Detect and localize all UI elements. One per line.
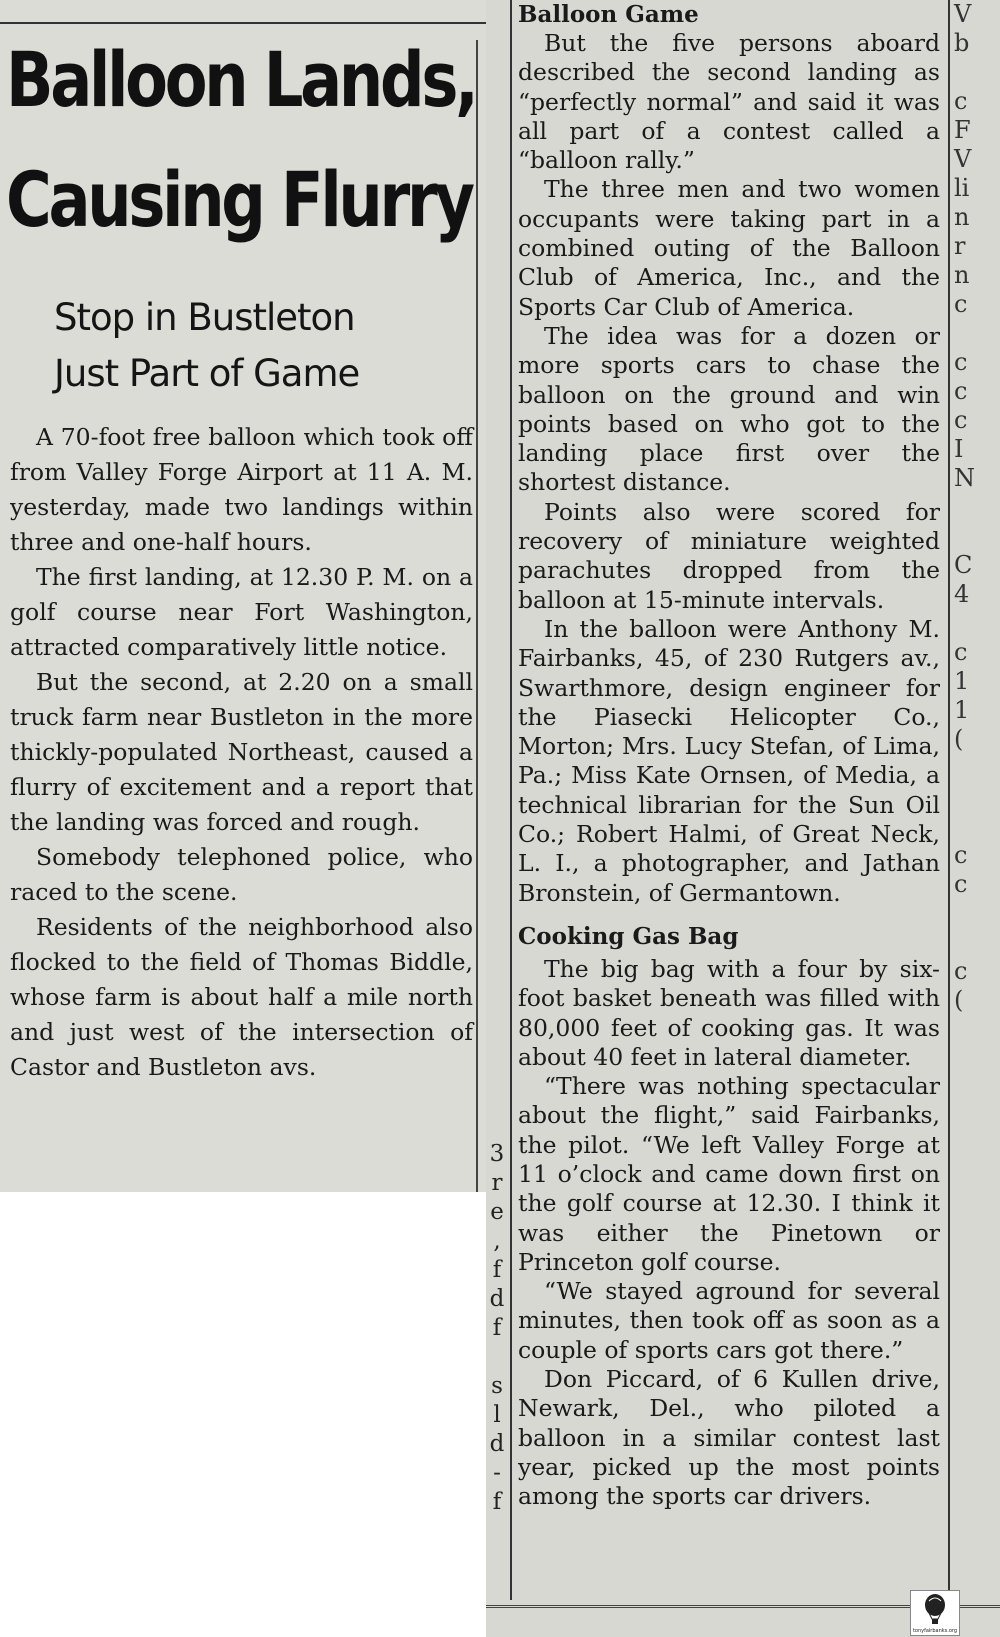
left-clipping: [0, 0, 486, 1192]
fragment-char: c: [954, 870, 968, 898]
fragment-char: d: [489, 1431, 505, 1457]
fragment-char: [954, 493, 1000, 522]
column-rule: [476, 40, 478, 1192]
section-heading-balloon-game: Balloon Game: [518, 1, 699, 28]
paragraph: The idea was for a dozen or more sports cars to chase the balloon on the ground and win points based on who got to the landing place first over the shortest distance.: [518, 321, 940, 497]
fragment-char: s: [491, 1373, 503, 1399]
paragraph: Somebody telephoned police, who raced to the scene.: [10, 843, 473, 906]
fragment-char: c: [954, 406, 968, 434]
paragraph: Residents of the neighborhood also flocked to the field of Thomas Biddle, whose farm is about half a mile north and just west of the intersection of Castor and Bustleton avs.: [10, 913, 473, 1081]
fragment-char: N: [954, 464, 975, 492]
fragment-char: c: [954, 290, 968, 318]
fragment-char: 1: [954, 696, 970, 724]
right-column: [518, 0, 940, 1512]
fragment-char: [954, 609, 1000, 638]
paragraph: Points also were scored for recovery of miniature weighted parachutes dropped from the balloon at 15-minute intervals.: [518, 497, 940, 614]
fragment-char: [954, 1073, 1000, 1102]
fragment-char: li: [954, 174, 970, 202]
fragment-char: (: [954, 725, 964, 753]
fragment-char: b: [954, 29, 970, 57]
column-rule: [510, 0, 512, 1600]
right-clipping: [486, 0, 1000, 1637]
fragment-char: 3: [489, 1141, 505, 1167]
paragraph: But the five persons aboard described the second landing as “perfectly normal” and said it was all part of a contest called a “balloon rally.”: [518, 29, 940, 175]
site-logo: [910, 1590, 960, 1636]
headline-line-2: Causing Flurry: [6, 155, 472, 244]
fragment-char: c: [954, 638, 968, 666]
fragment-char: c: [954, 87, 968, 115]
fragment-char: d: [489, 1286, 505, 1312]
fragment-char: n: [954, 261, 970, 289]
fragment-char: (: [954, 986, 964, 1014]
fragment-char: 4: [954, 580, 970, 608]
fragment-char: [954, 522, 1000, 551]
fragment-char: C: [954, 551, 973, 579]
fragment-char: e: [490, 1199, 504, 1225]
fragment-char: l: [493, 1402, 501, 1428]
fragment-char: [954, 754, 1000, 783]
paragraph: But the second, at 2.20 on a small truck farm near Bustleton in the more thickly-populated Northeast, caused a flurry of excitement and a report that the landing was forced and rough.: [10, 668, 473, 836]
fragment-char: c: [954, 957, 968, 985]
right-edge-fragments: [954, 0, 1000, 1102]
fragment-char: [954, 58, 1000, 87]
paragraph: “We stayed aground for several minutes, then took off as soon as a couple of sports cars got there.”: [518, 1277, 940, 1364]
paragraph: “There was nothing spectacular about the flight,” said Fairbanks, the pilot. “We left Valley Forge at 11 o’clock and came down first on the golf course at 12.30. I think it was either the Pinetown or Princeton golf course.: [518, 1072, 940, 1276]
fragment-char: c: [954, 348, 968, 376]
headline-line-1: Balloon Lands,: [6, 35, 476, 124]
fragment-char: F: [954, 116, 971, 144]
fragment-char: [954, 783, 1000, 812]
fragment-char: [954, 1044, 1000, 1073]
paragraph: The first landing, at 12.30 P. M. on a golf course near Fort Washington, attracted comparatively little notice.: [10, 563, 473, 661]
paragraph: The big bag with a four by six-foot basket beneath was filled with 80,000 feet of cooking gas. It was about 40 feet in lateral diameter.: [518, 954, 940, 1071]
subhead-line-1: Stop in Bustleton: [54, 296, 355, 339]
column-rule: [948, 0, 950, 1600]
gutter-fragments: [486, 1140, 508, 1517]
fragment-char: r: [491, 1170, 503, 1196]
balloon-icon: [911, 1591, 959, 1627]
fragment-char: [954, 812, 1000, 841]
fragment-char: r: [954, 232, 966, 260]
fragment-char: c: [954, 377, 968, 405]
fragment-char: V: [954, 145, 972, 173]
section-heading-cooking-gas-bag: Cooking Gas Bag: [518, 922, 739, 950]
paragraph: In the balloon were Anthony M. Fairbanks, 45, of 230 Rutgers av., Swarthmore, design engineer for the Piasecki Helicopter Co., Morton; Mrs. Lucy Stefan, of Lima, Pa.; Miss Kate Ornsen, of Media, a technical librarian for the Sun Oil Co.; Robert Halmi, of Great Neck, L. I., a photographer, and Jathan Bronstein, of Germantown.: [518, 614, 940, 907]
fragment-char: f: [492, 1315, 502, 1341]
paragraph: The three men and two women occupants were taking part in a combined outing of the Balloon Club of America, Inc., and the Sports Car Club of America.: [518, 175, 940, 321]
fragment-char: ,: [493, 1228, 501, 1254]
logo-caption: tonyfairbanks.org: [912, 1628, 958, 1634]
fragment-char: [954, 319, 1000, 348]
fragment-char: 1: [954, 667, 970, 695]
fragment-char: [486, 1343, 508, 1372]
fragment-char: [954, 899, 1000, 928]
fragment-char: [954, 1015, 1000, 1044]
fragment-char: I: [954, 435, 964, 463]
fragment-char: V: [954, 0, 972, 28]
fragment-char: c: [954, 841, 968, 869]
fragment-char: [954, 928, 1000, 957]
paragraph: A 70-foot free balloon which took off from Valley Forge Airport at 11 A. M. yesterday, made two landings within three and one-half hours.: [10, 423, 473, 556]
paragraph: Don Piccard, of 6 Kullen drive, Newark, Del., who piloted a balloon in a similar contest last year, picked up the most points among the sports car drivers.: [518, 1365, 940, 1511]
fragment-char: f: [492, 1489, 502, 1515]
left-column: [10, 420, 473, 1085]
top-rule: [0, 22, 486, 24]
fragment-char: n: [954, 203, 970, 231]
subhead-line-2: Just Part of Game: [54, 352, 360, 395]
fragment-char: -: [493, 1460, 501, 1486]
fragment-char: f: [492, 1257, 502, 1283]
